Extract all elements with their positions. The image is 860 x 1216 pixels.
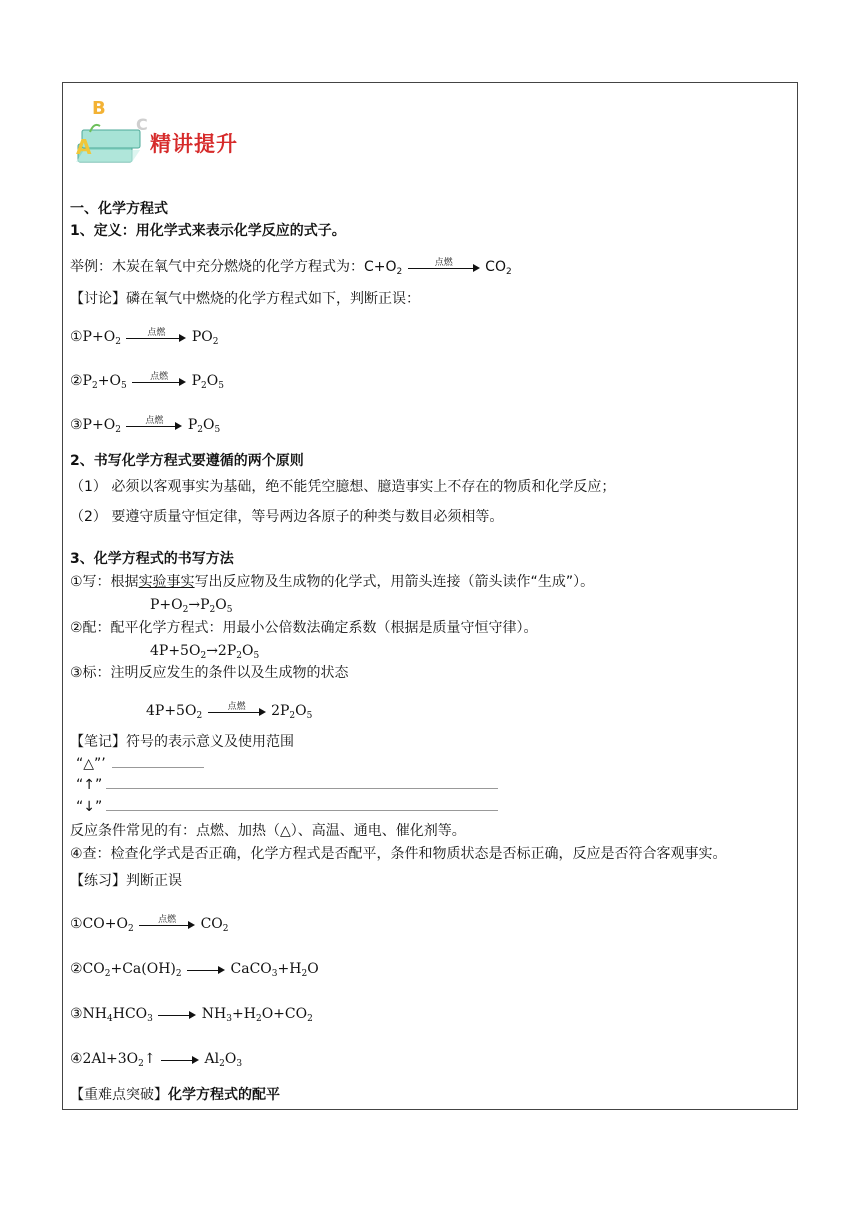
subscript: 3: [226, 1014, 232, 1024]
blank-line: [106, 776, 498, 789]
balance-equation: [150, 642, 259, 660]
practice-heading: 【练习】判断正误: [70, 873, 182, 889]
step-check: ④查：检查化学式是否正确，化学方程式是否配平，条件和物质状态是否标正确，反应是否符合客观事实。: [70, 846, 727, 862]
subscript: 2: [236, 651, 242, 661]
product: O: [224, 1051, 237, 1067]
subscript: 3: [236, 1059, 243, 1069]
subscript: 2: [255, 1014, 262, 1024]
subscript: 2: [104, 969, 111, 979]
reaction-arrow-icon: [126, 415, 182, 426]
section-title: 精讲提升: [150, 132, 238, 156]
principle-2: （2） 要遵守质量守恒定律，等号两边各原子的种类与数目必须相等。: [70, 509, 504, 525]
product: +H: [232, 1006, 256, 1022]
product: O: [215, 597, 227, 613]
subscript: 5: [120, 381, 127, 391]
product: 2P: [271, 703, 290, 719]
product: P: [187, 417, 198, 433]
arrow-condition: 点燃: [227, 701, 246, 712]
arrow-condition: 点燃: [150, 371, 169, 382]
arrow-condition: 点燃: [158, 914, 177, 925]
subscript: 2: [505, 267, 512, 277]
arrow-condition: 点燃: [147, 327, 166, 338]
equation-1: [70, 328, 218, 346]
logo-letter-b: B: [92, 98, 106, 119]
arrow-condition: 点燃: [434, 257, 453, 268]
subscript: 2: [115, 425, 121, 435]
reaction-arrow-icon: [139, 914, 195, 925]
step-balance: ②配：配平化学方程式：用最小公倍数法确定系数（根据是质量守恒守律）。: [70, 620, 538, 636]
product: →2P: [206, 643, 237, 659]
step-mark: ③标：注明反应发生的条件以及生成物的状态: [70, 665, 349, 681]
reactants: 4P+5O: [146, 703, 197, 719]
subscript: 5: [253, 651, 260, 661]
product: CO: [200, 916, 223, 932]
product: →P: [188, 597, 210, 613]
blank-line: [106, 798, 498, 811]
subscript: 2: [197, 425, 203, 435]
reaction-arrow-icon: [408, 257, 480, 268]
symbol-label: “△”’: [76, 756, 106, 772]
reactants: P+O: [150, 597, 183, 613]
reaction-arrow-icon: [126, 327, 186, 338]
reactant: ②CO: [70, 961, 105, 977]
practice-3: [70, 1005, 313, 1023]
arrow-condition: 点燃: [145, 415, 164, 426]
gas-arrow-symbol: ↑: [143, 1051, 156, 1067]
product: O: [202, 417, 215, 433]
product: Al: [204, 1051, 220, 1067]
discussion: 【讨论】磷在氧气中燃烧的化学方程式如下，判断正误：: [70, 291, 420, 307]
abc-book-logo-icon: [70, 92, 160, 182]
subscript: 5: [214, 425, 221, 435]
reaction-arrow-icon: [187, 969, 225, 970]
mark-equation: [146, 702, 312, 720]
practice-1: [70, 915, 229, 933]
product: O+CO: [261, 1006, 308, 1022]
subscript: 2: [175, 969, 182, 979]
reactants: ①P+O: [70, 329, 116, 345]
product: O: [241, 643, 254, 659]
subscript: 5: [226, 605, 233, 615]
heading-two-principles: 2、书写化学方程式要遵循的两个原则: [70, 453, 304, 469]
subscript: 3: [271, 969, 278, 979]
practice-4: [70, 1050, 242, 1068]
subscript: 2: [212, 337, 219, 347]
product: CO: [485, 259, 506, 275]
subscript: 2: [91, 381, 98, 391]
reaction-arrow-icon: [161, 1059, 199, 1060]
reaction-arrow-icon: [132, 371, 186, 382]
equation-2: [70, 372, 224, 390]
symbol-up-row: [76, 776, 498, 794]
logo-letter-c: C: [136, 115, 148, 134]
symbol-down-row: [76, 798, 498, 816]
subscript: 2: [307, 1014, 313, 1024]
subscript: 5: [306, 711, 313, 721]
symbol-delta-row: [76, 755, 204, 773]
product: O: [295, 703, 307, 719]
subscript: 4: [107, 1014, 113, 1024]
reaction-arrow-icon: [208, 701, 266, 712]
equation-3: [70, 416, 220, 434]
reactant: ②P: [70, 373, 92, 389]
subscript: 2: [200, 651, 207, 661]
key-point-label: 【重难点突破】: [70, 1087, 168, 1103]
subscript: 2: [396, 267, 403, 277]
heading-chemical-equation: 一、化学方程式: [70, 201, 168, 217]
product: O: [307, 961, 319, 977]
product: CaCO: [230, 961, 272, 977]
reactant: HCO: [112, 1006, 148, 1022]
note-heading: 【笔记】符号的表示意义及使用范围: [70, 734, 294, 750]
subscript: 2: [182, 605, 189, 615]
subscript: 2: [209, 605, 216, 615]
definition: 1、定义：用化学式来表示化学反应的式子。: [70, 223, 346, 239]
heading-writing-method: 3、化学方程式的书写方法: [70, 551, 234, 567]
blank-line: [112, 755, 204, 768]
underlined-term: 实验事实: [138, 574, 195, 590]
key-point-line: [70, 1086, 280, 1104]
subscript: 5: [218, 381, 224, 391]
reaction-arrow-icon: [158, 1014, 196, 1015]
subscript: 2: [201, 381, 207, 391]
subscript: 2: [127, 924, 134, 934]
subscript: 2: [115, 337, 121, 347]
reactants: ④2Al+3O: [70, 1051, 139, 1067]
step-write-label: ①写：根据: [70, 574, 139, 590]
subscript: 2: [219, 1059, 225, 1069]
product: +H: [277, 961, 302, 977]
reactant: +Ca(OH): [110, 961, 176, 977]
write-equation: [150, 596, 232, 614]
subscript: 2: [138, 1059, 144, 1069]
logo-letter-a: A: [76, 135, 92, 159]
product: PO: [191, 329, 213, 345]
product: P: [191, 373, 201, 389]
product: O: [206, 373, 219, 389]
example-text: 举例：木炭在氧气中充分燃烧的化学方程式为：C+O: [70, 259, 397, 275]
reactants: ③P+O: [70, 417, 116, 433]
subscript: 3: [147, 1014, 153, 1024]
common-conditions: 反应条件常见的有：点燃、加热（△）、高温、通电、催化剂等。: [70, 823, 466, 839]
symbol-label: “↓”: [76, 799, 103, 815]
subscript: 2: [222, 924, 229, 934]
product: NH: [201, 1006, 227, 1022]
example-line: [70, 258, 512, 276]
practice-2: [70, 960, 319, 978]
reactants: ①CO+O: [70, 916, 128, 932]
subscript: 2: [196, 711, 203, 721]
step-write: [70, 573, 594, 591]
step-write-text: 写出反应物及生成物的化学式，用箭头连接（箭头读作“生成”）。: [194, 574, 595, 590]
reactants: 4P+5O: [150, 643, 201, 659]
symbol-label: “↑”: [76, 777, 103, 793]
key-point-title: 化学方程式的配平: [168, 1087, 280, 1103]
reactant: +O: [97, 373, 121, 389]
subscript: 2: [289, 711, 296, 721]
principle-1: （1） 必须以客观事实为基础，绝不能凭空臆想、臆造事实上不存在的物质和化学反应；: [70, 479, 616, 495]
reactant: ③NH: [70, 1006, 108, 1022]
subscript: 2: [301, 969, 308, 979]
